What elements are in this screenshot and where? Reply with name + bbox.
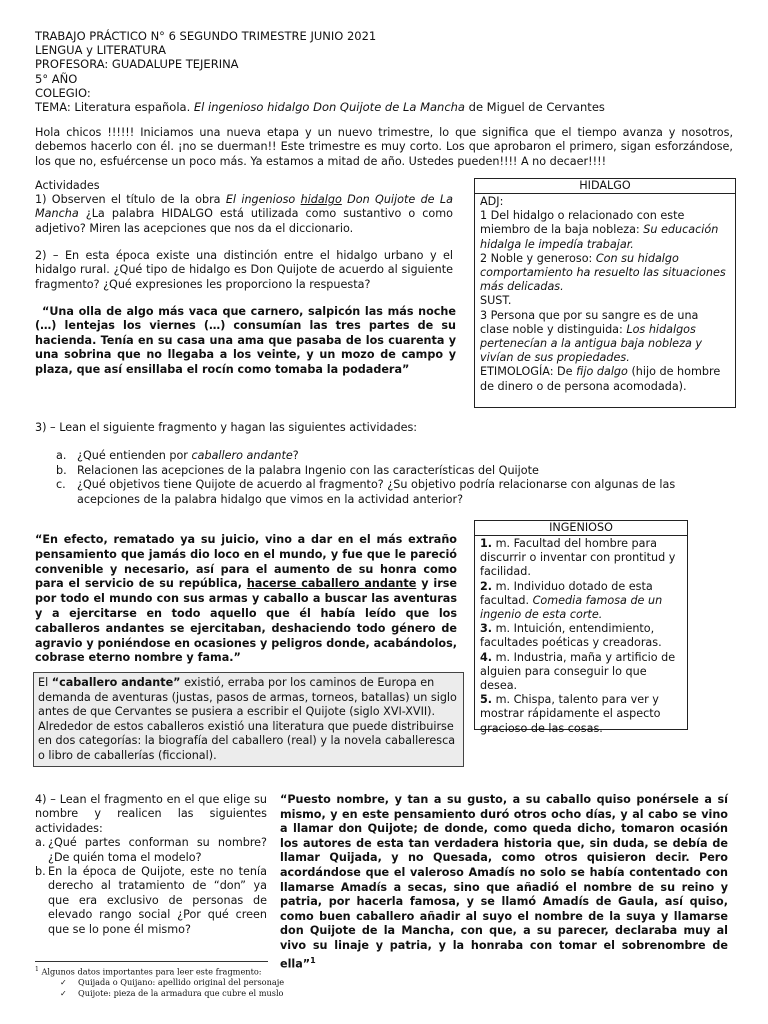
question-4-b: b. En la época de Quijote, este no tenía derecho al tratamiento de “don” ya que era exclusivo de personas de elevado rango social ¿Por qué creen que se lo pone él mismo? [35, 865, 267, 936]
hidalgo-def-3: 3 Persona que por su sangre es de una clase noble y distinguida: Los hidalgos pertenecían a la antigua baja nobleza y vivían de sus propiedades. [480, 308, 702, 365]
question-4-a: a. ¿Qué partes conforman su nombre? ¿De quién toma el modelo? [35, 836, 267, 864]
document-header [35, 29, 605, 114]
hidalgo-def-2: 2 Noble y generoso: Con su hidalgo comportamiento ha resuelto las situaciones más delicadas. [480, 251, 726, 294]
hidalgo-adj-label: ADJ: [480, 195, 504, 208]
header-line-teacher: PROFESORA: GUADALUPE TEJERINA [35, 57, 239, 72]
header-line-tema: TEMA: Literatura española. El ingenioso hidalgo Don Quijote de La Mancha de Miguel de Cervantes [35, 100, 605, 115]
question-4 [35, 793, 267, 937]
question-3-list [35, 449, 735, 507]
ingenioso-definition-box [474, 520, 688, 735]
list-item: b. Relacionen las acepciones de la palabra Ingenio con las características del Quijote [56, 463, 539, 477]
list-item: c. ¿Qué objetivos tiene Quijote de acuerdo al fragmento? ¿Su objetivo podría relacionarse con algunas de las acepciones de la palabra hidalgo que vimos en la actividad anterior? [56, 478, 676, 506]
ingenioso-entry-3: 3. m. Intuición, entendimiento, facultades poéticas y creadoras. [480, 622, 662, 650]
list-item: a. ¿Qué entienden por caballero andante? [56, 449, 299, 462]
header-line-school: COLEGIO: [35, 85, 91, 100]
hidalgo-etymology: ETIMOLOGÍA: De fijo dalgo (hijo de hombre de dinero o de persona acomodada). [480, 365, 721, 393]
intro-paragraph: Hola chicos !!!!!! Iniciamos una nueva etapa y un nuevo trimestre, lo que significa que el tiempo avanza y nosotros, debemos hacerlo con él. ¡no se duerman!! Este trimestre es muy corto. Los que aprobaron el primero, sigan esforzándose, los que no, esfuércense un poco más. Ya estamos a mitad de año. Ustedes pueden!!!! A no decaer!!!! [35, 126, 733, 168]
ingenioso-box-body [475, 536, 687, 738]
hidalgo-sust-label: SUST. [480, 294, 512, 308]
header-line-title: TRABAJO PRÁCTICO N° 6 SEGUNDO TRIMESTRE JUNIO 2021 [35, 29, 377, 43]
question-3: 3) – Lean el siguiente fragmento y hagan las siguientes actividades: [35, 421, 418, 434]
footnote-item: ✓ Quijote: pieza de la armadura que cubre el muslo [60, 987, 284, 998]
ingenioso-entry-2: 2. m. Individuo dotado de esta facultad. Comedia famosa de un ingenio de esta corte. [480, 579, 663, 622]
quote-rematado: “En efecto, rematado ya su juicio, vino a dar en el más extraño pensamiento que jamás dio loco en el mundo, y fue que le pareció convenible y necesario, así para el aumento de su honra como para el servicio de su república, hacerse caballero andante y irse por todo el mundo con sus armas y caballo a buscar las aventuras y a ejercitarse en todo aquello que él había leído que los caballeros andantes se ejercitaban, deshaciendo todo género de agravio y poniéndose en ocasiones y peligros donde, acabándolos, cobrase eterno nombre y fama.” [35, 533, 457, 665]
header-line-year: 5° AÑO [35, 71, 78, 86]
hidalgo-def-1: 1 Del hidalgo o relacionado con este miembro de la baja nobleza: Su educación hidalga le impedía trabajar. [480, 209, 719, 251]
question-1: 1) Observen el título de la obra El ingenioso hidalgo Don Quijote de La Mancha ¿La palabra HIDALGO está utilizada como sustantivo o como adjetivo? Miren las acepciones que nos da el diccionario. [35, 193, 453, 235]
hidalgo-box-title: HIDALGO [475, 179, 735, 194]
question-2: 2) – En esta época existe una distinción entre el hidalgo urbano y el hidalgo rural. ¿Qué tipo de hidalgo es Don Quijote de acuerdo al siguiente fragmento? ¿Qué expresiones les proporciono la respuesta? [35, 249, 453, 291]
ingenioso-entry-4: 4. m. Industria, maña y artificio de alguien para conseguir lo que desea. [480, 650, 676, 693]
question-4-intro: 4) – Lean el fragmento en el que elige su nombre y realicen las siguientes actividades: [35, 793, 267, 835]
ingenioso-entry-5: 5. m. Chispa, talento para ver y mostrar rápidamente el aspecto gracioso de las cosas. [480, 693, 661, 735]
footnote-item: ✓ Quijada o Quijano: apellido original del personaje [60, 977, 285, 988]
quote-puesto-nombre: “Puesto nombre, y tan a su gusto, a su caballo quiso ponérsele a sí mismo, y en este pensamiento duró otros ocho días, y al cabo se vino a llamar don Quijote; de donde, como queda dicho, tomaron ocasión los autores de esta tan verdadera historia que, sin duda, se debía de llamar Quijada, y no Quesada, como otros quisieron decir. Pero acordándose que el valeroso Amadís no solo se había contentado con llamarse Amadís a secas, sino que añadió el nombre de su reino y patria, por hacerla famosa, y se llamó Amadís de Gaula, así quiso, como buen caballero añadir al suyo el nombre de la suya y llamarse don Quijote de la Mancha, con que, a su parecer, declaraba muy al vivo su linaje y patria, y la honraba con tomar el sobrenombre de ella”$^1$ [280, 793, 728, 971]
quote-olla: “Una olla de algo más vaca que carnero, salpicón las más noche (…) lentejas los viernes (…) consumían las tres partes de su hacienda. Tenía en su casa una ama que pasaba de los cuarenta y una sobrina que no llegaba a los veinte, y un mozo de campo y plaza, que así ensillaba el rocín como tomaba la podadera” [35, 305, 456, 376]
hidalgo-definition-box [474, 178, 736, 408]
caballero-andante-note: El “caballero andante” existió, erraba por los caminos de Europa en demanda de aventuras (justas, pasos de armas, torneos, batallas) un siglo antes de que Cervantes se pusiera a escribir el Quijote (siglo XVI-XVII). Alrededor de estos caballeros existió una literatura que puede distribuirse en dos categorías: la biografía del caballero (real) y la novela caballeresca o libro de caballerías (ficcional). [33, 672, 464, 767]
check-icon: ✓ [60, 987, 67, 998]
ingenioso-box-title: INGENIOSO [475, 521, 687, 536]
footnote [35, 965, 435, 998]
footnote-intro: $^1$ Algunos datos importantes para leer este fragmento: [35, 966, 262, 977]
check-icon: ✓ [60, 977, 67, 988]
hidalgo-box-body [475, 194, 735, 396]
activities-heading: Actividades [35, 179, 100, 192]
footnote-divider [35, 961, 268, 962]
header-line-subject: LENGUA y LITERATURA [35, 43, 167, 58]
ingenioso-entry-1: 1. m. Facultad del hombre para discurrir o inventar con prontitud y facilidad. [480, 537, 676, 579]
